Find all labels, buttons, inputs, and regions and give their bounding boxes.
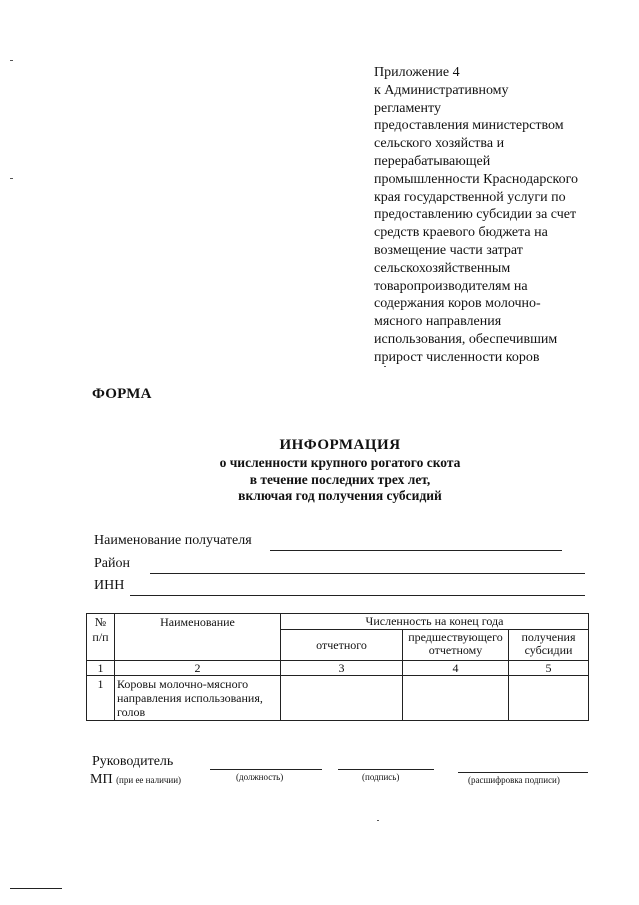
title-line: включая год получения субсидий	[238, 488, 442, 503]
signature-field[interactable]	[338, 769, 434, 770]
cell-reporting[interactable]	[281, 676, 403, 721]
position-caption: (должность)	[236, 772, 284, 782]
appendix-line: к Административному	[374, 82, 509, 98]
title-line: о численности крупного рогатого скота	[219, 455, 461, 470]
appendix-line: товаропроизводителям на	[374, 278, 528, 294]
appendix-line: Приложение 4	[374, 65, 460, 80]
cell-previous[interactable]	[403, 676, 509, 721]
appendix-line: предоставлению субсидии за счет	[374, 207, 577, 223]
appendix-line: края государственной услуги по	[374, 189, 566, 205]
appendix-line: промышленности Краснодарского	[374, 171, 579, 187]
header-no: № п/п	[87, 614, 115, 661]
livestock-table	[86, 613, 589, 721]
appendix-line: прирост численности коров	[374, 349, 540, 365]
district-field[interactable]	[150, 573, 585, 574]
decode-field[interactable]	[458, 772, 588, 773]
decode-caption: (расшифровка подписи)	[468, 775, 560, 785]
appendix-line: регламенту	[374, 100, 441, 116]
row-name: Коровы молочно-мясного направления использования, голов	[115, 676, 281, 721]
stamp-label	[90, 772, 181, 788]
title-main: ИНФОРМАЦИЯ	[279, 437, 401, 453]
scan-mark	[10, 60, 13, 61]
signature-caption: (подпись)	[362, 772, 400, 782]
recipient-field[interactable]	[270, 550, 562, 551]
head-label: Руководитель	[92, 754, 174, 769]
inn-field[interactable]	[130, 595, 585, 596]
scan-mark	[384, 366, 386, 367]
scan-mark	[377, 820, 379, 821]
column-number: 2	[115, 661, 281, 676]
header-subsidy: получения субсидии	[509, 630, 589, 661]
column-number: 3	[281, 661, 403, 676]
appendix-line: использования, обеспечившим	[374, 331, 558, 347]
table-number-row	[87, 661, 589, 676]
header-name: Наименование	[115, 614, 281, 661]
appendix-line: сельскохозяйственным	[374, 260, 511, 276]
footnote-separator	[10, 888, 62, 889]
appendix-line: мясного направления	[374, 314, 502, 330]
header-previous: предшествующего отчетному	[403, 630, 509, 661]
mp-label: МП	[90, 772, 113, 787]
appendix-line: перерабатывающей	[374, 153, 491, 169]
position-field[interactable]	[210, 769, 322, 770]
row-number: 1	[87, 676, 115, 721]
title-line: в течение последних трех лет,	[249, 471, 431, 487]
cell-subsidy[interactable]	[509, 676, 589, 721]
appendix-line: предоставления министерством	[374, 118, 564, 134]
table-header-row	[87, 614, 589, 630]
form-label: ФОРМА	[92, 386, 152, 402]
table-row	[87, 676, 589, 721]
recipient-label: Наименование получателя	[94, 533, 252, 548]
appendix-line: средств краевого бюджета на	[374, 225, 548, 241]
appendix-note	[374, 64, 614, 367]
inn-label: ИНН	[94, 578, 125, 593]
scan-mark	[10, 178, 13, 179]
district-label: Район	[94, 556, 130, 571]
column-number: 1	[87, 661, 115, 676]
appendix-line: возмещение части затрат	[374, 242, 523, 258]
header-group: Численность на конец года	[281, 614, 589, 630]
appendix-line: содержания коров молочно-	[374, 296, 541, 312]
header-reporting: отчетного	[281, 630, 403, 661]
appendix-line: сельского хозяйства и	[374, 136, 505, 152]
document-title	[150, 435, 530, 505]
mp-note: (при ее наличии)	[116, 775, 182, 785]
column-number: 5	[509, 661, 589, 676]
column-number: 4	[403, 661, 509, 676]
